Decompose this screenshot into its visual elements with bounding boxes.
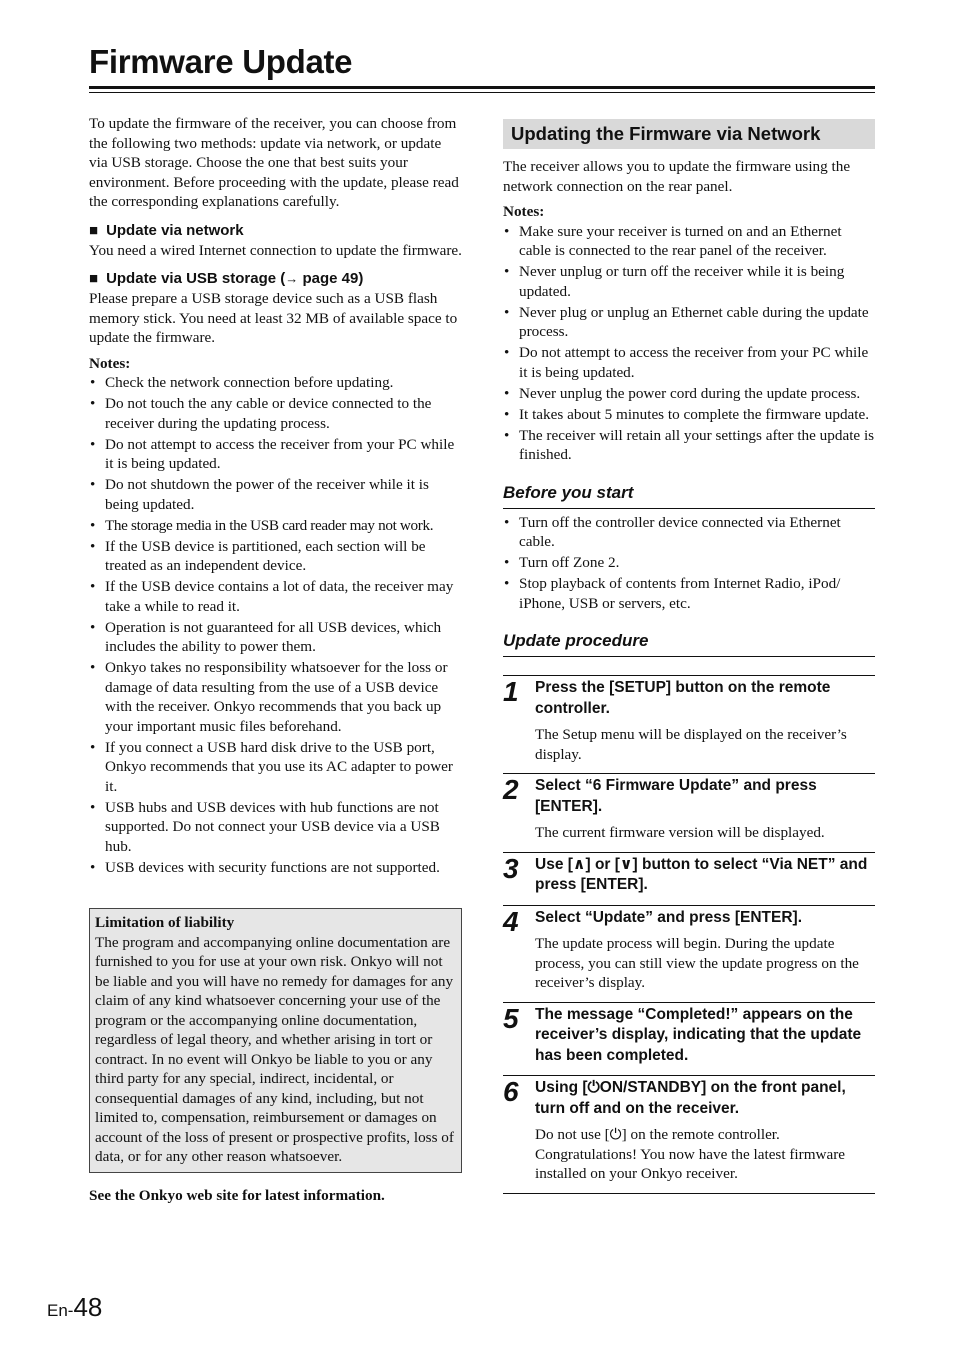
title-rule [89,86,875,93]
step-number: 5 [503,1002,519,1034]
intro-paragraph: To update the firmware of the receiver, you can choose from the following two methods: update via network, or update via USB storage. Choose the one that best suits your environment. Before proceeding with the update, please read the corresponding explanations carefully. [89,115,459,210]
list-item: • If the USB device contains a lot of data, the receiver may take a while to read it. [89,577,462,616]
title-rule-thin [89,92,875,93]
arrow-right-icon: → [285,271,299,286]
step-title: Using [⏻ON/STANDBY] on the front panel, turn off and on the receiver. [535,1079,846,1117]
usb-heading-close: ) [358,270,364,287]
step-number: 1 [503,676,519,707]
network-subheading [89,221,462,241]
liability-text: The program and accompanying online documentation are furnished to you for use at your own risk. Onkyo will not be liable and you will have no remedy for damages for any claim of any kind whatsoever concerning your use of the program or the accompanying online documentation, regardless of legal theory, and whether arising in tort or contract. In no event will Onkyo be liable to you or any third party for any special, indirect, incidental, or consequential damages of any kind, including, but not limited to, compensation, reimbursement or damages on account of the loss of present or prospective profits, loss of data, or for any other reason whatsoever. [95,933,454,1165]
step-body: The update process will begin. During the update process, you can still view the update progress on the receiver’s display. [535,935,859,991]
list-item: • Stop playback of contents from Internet Radio, iPod/ iPhone, USB or servers, etc. [503,574,875,613]
list-item: • Onkyo takes no responsibility whatsoever for the loss or damage of data resulting from the use of a USB device with the receiver. Onkyo recommends that you back up your important music files beforehand. [89,658,462,736]
square-bullet-icon: ■ [89,270,99,287]
list-item: • Never plug or unplug an Ethernet cable during the update process. [503,303,875,342]
network-text: You need a wired Internet connection to update the firmware. [89,241,462,259]
left-notes-label: Notes: [89,354,131,372]
list-item: • If the USB device is partitioned, each section will be treated as an independent device. [89,537,462,576]
right-notes-list [503,222,875,465]
page-number-prefix: En- [47,1301,74,1320]
list-item: • Do not attempt to access the receiver from your PC while it is being updated. [503,343,875,382]
step-number: 2 [503,774,519,805]
see-web-note: See the Onkyo web site for latest information. [89,1186,385,1204]
update-procedure-heading: Update procedure [503,630,875,657]
list-item: • USB hubs and USB devices with hub functions are not supported. Do not connect your USB device via a USB hub. [89,798,462,857]
right-column [503,114,875,1194]
page-number [47,1292,102,1323]
step-title: Use [∧] or [∨] button to select “Via NET” and press [ENTER]. [535,855,868,893]
step-number: 4 [503,905,519,937]
title-rule-thick [89,86,875,89]
network-intro: The receiver allows you to update the firmware using the network connection on the rear panel. [503,158,851,195]
step-number: 3 [503,852,519,884]
step-1 [503,675,875,773]
list-item: • If you connect a USB hard disk drive to the USB port, Onkyo recommends that you use its AC adapter to power it. [89,738,462,797]
square-bullet-icon: ■ [89,221,99,239]
step-4 [503,905,875,1002]
page-title: Firmware Update [89,43,353,80]
list-item: • Never unplug or turn off the receiver while it is being updated. [503,262,875,301]
list-item: • Turn off the controller device connected via Ethernet cable. [503,513,875,552]
network-section-heading: Updating the Firmware via Network [503,119,875,149]
list-item: • Do not attempt to access the receiver from your PC while it is being updated. [89,435,462,474]
liability-title: Limitation of liability [95,914,235,931]
page-number-value: 48 [73,1292,103,1322]
step-5 [503,1002,875,1076]
list-item: • It takes about 5 minutes to complete the firmware update. [503,405,875,425]
step-title: Press the [SETUP] button on the remote controller. [535,679,831,717]
list-item: • Check the network connection before updating. [89,373,462,393]
before-list [503,513,875,614]
usb-text: Please prepare a USB storage device such as a USB flash memory stick. You need at least 32 MB of available space to update the firmware. [89,290,458,346]
usb-page-ref[interactable]: page 49 [302,270,359,287]
step-body: The current firmware version will be displayed. [535,824,825,841]
list-item: • The storage media in the USB card reader may not work. [89,516,462,536]
steps-list [503,675,875,1194]
left-column [89,114,462,1205]
usb-heading-text: Update via USB storage ( [106,270,286,287]
before-you-start-heading: Before you start [503,482,875,509]
list-item: • Operation is not guaranteed for all USB devices, which includes the ability to power them. [89,618,462,657]
step-title: Select “Update” and press [ENTER]. [535,908,803,926]
step-body: The Setup menu will be displayed on the receiver’s display. [535,726,847,763]
step-title: Select “6 Firmware Update” and press [ENTER]. [535,777,817,815]
list-item: • Do not touch the any cable or device connected to the receiver during the updating process. [89,394,462,433]
usb-subheading [89,269,462,289]
right-notes-label: Notes: [503,203,545,220]
step-3 [503,852,875,905]
list-item: • Never unplug the power cord during the update process. [503,384,875,404]
list-item: • The receiver will retain all your settings after the update is finished. [503,426,875,465]
step-title: The message “Completed!” appears on the receiver’s display, indicating that the update has been completed. [535,1005,862,1064]
network-heading-text: Update via network [106,221,244,239]
step-6 [503,1075,875,1194]
left-notes-list [89,373,462,877]
list-item: • Make sure your receiver is turned on and an Ethernet cable is connected to the rear panel of the receiver. [503,222,875,261]
step-2 [503,773,875,852]
list-item: • USB devices with security functions are not supported. [89,858,462,878]
step-number: 6 [503,1076,519,1107]
list-item: • Do not shutdown the power of the receiver while it is being updated. [89,475,462,514]
step-body: Do not use [⏻] on the remote controller. Congratulations! You now have the latest firmware installed on your Onkyo receiver. [535,1126,846,1182]
liability-box [89,908,462,1173]
list-item: • Turn off Zone 2. [503,553,875,573]
